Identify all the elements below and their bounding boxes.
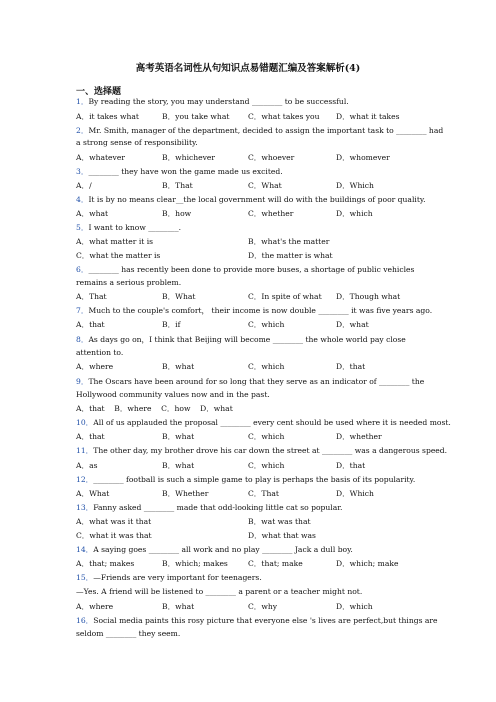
question-text: A saying goes ________ all work and no play ________ Jack a dull boy.: [93, 545, 353, 554]
question-number: 14．: [76, 545, 94, 554]
question-text: Much to the couple's comfort， their income is now double ________ it was five years ago.: [88, 306, 433, 315]
question-10: [76, 418, 451, 428]
option-a: A．that: [76, 432, 105, 441]
option-b: B．what: [162, 461, 195, 470]
option-a: A．what: [76, 209, 109, 218]
option-a: A．that: [76, 320, 105, 329]
question-8: [76, 335, 406, 345]
option-c: C．whether: [248, 209, 294, 218]
question-14: [76, 545, 353, 555]
option-a: A．it takes what: [76, 112, 139, 121]
option-c: C．In spite of what: [248, 292, 322, 301]
option-c: C．which: [248, 320, 285, 329]
question-number: 16．: [76, 616, 94, 625]
question-text-cont: a strong sense of responsibility.: [76, 138, 198, 147]
option-b: B．what's the matter: [248, 237, 330, 246]
question-number: 5．: [76, 223, 89, 232]
option-a: A．as: [76, 461, 98, 470]
question-3: [76, 167, 283, 177]
question-number: 15．: [76, 573, 94, 582]
option-a: A．That: [76, 292, 107, 301]
option-b: B．what: [162, 362, 195, 371]
option-d: D．that: [336, 461, 366, 470]
option-a: A．where: [76, 362, 114, 371]
section-heading: 一、选择题: [76, 87, 122, 97]
question-text: Mr. Smith, manager of the department, decided to assign the important task to ________ had: [88, 126, 444, 135]
question-text: It is by no means clear__the local government will do with the buildings of poor quality.: [88, 195, 426, 204]
options-inline: A．that B．where C．how D．what: [76, 404, 233, 413]
question-text: ________ they have won the game made us excited.: [88, 167, 283, 176]
option-a: A．/: [76, 181, 92, 190]
option-c: C．that; make: [248, 559, 303, 568]
option-b: B．what: [162, 602, 195, 611]
question-text: All of us applauded the proposal ________ every cent should be used where it is needed most.: [93, 418, 451, 427]
option-a: A．What: [76, 489, 110, 498]
question-number: 12．: [76, 475, 94, 484]
question-number: 3．: [76, 167, 89, 176]
question-number: 2．: [76, 126, 89, 135]
option-b: B．what: [162, 432, 195, 441]
question-11: [76, 446, 447, 456]
option-c: C．why: [248, 602, 278, 611]
option-b: B．how: [162, 209, 192, 218]
option-d: D．which; make: [336, 559, 399, 568]
option-a: A．that; makes: [76, 559, 135, 568]
option-a: A．what was it that: [76, 517, 152, 526]
question-text: The Oscars have been around for so long that they serve as an indicator of ________ the: [88, 377, 425, 386]
question-text-cont: Hollywood community values now and in the past.: [76, 390, 270, 399]
question-text: The other day, my brother drove his car down the street at ________ was a dangerous speed.: [93, 446, 448, 455]
question-number: 13．: [76, 503, 94, 512]
question-6: [76, 265, 414, 275]
option-d: D．which: [336, 209, 373, 218]
option-c: C．What: [248, 181, 282, 190]
option-c: C．which: [248, 362, 285, 371]
question-text: Social media paints this rosy picture that everyone else 's lives are perfect,but things are: [93, 616, 438, 625]
question-number: 6．: [76, 265, 89, 274]
option-b: B．Whether: [162, 489, 209, 498]
option-d: D．whomever: [336, 153, 390, 162]
question-text-cont: attention to.: [76, 348, 124, 357]
question-text: Fanny asked ________ made that odd-looking little cat so popular.: [93, 503, 343, 512]
question-15: [76, 573, 262, 583]
question-text: I want to know ________.: [88, 223, 182, 232]
option-b: B．That: [162, 181, 193, 190]
option-a: A．where: [76, 602, 114, 611]
option-b: B．whichever: [162, 153, 216, 162]
option-a: A．what matter it is: [76, 237, 154, 246]
option-d: D．whether: [336, 432, 382, 441]
option-b: B．What: [162, 292, 196, 301]
question-text-cont: remains a serious problem.: [76, 278, 182, 287]
question-text: ________ has recently been done to provide more buses, a shortage of public vehicles: [88, 265, 415, 274]
option-b: B．which; makes: [162, 559, 228, 568]
option-d: D．that: [336, 362, 366, 371]
option-b: B．you take what: [162, 112, 230, 121]
question-number: 1．: [76, 97, 89, 106]
question-16: [76, 616, 438, 626]
option-c: C．what the matter is: [76, 251, 161, 260]
option-a: A．whatever: [76, 153, 125, 162]
option-d: D．the matter is what: [248, 251, 333, 260]
option-d: D．what that was: [248, 531, 316, 540]
question-number: 9．: [76, 377, 89, 386]
option-d: D．Though what: [336, 292, 401, 301]
question-text: ________ football is such a simple game to play is perhaps the basis of its popularity.: [93, 475, 416, 484]
option-c: C．what it was that: [76, 531, 152, 540]
question-13: [76, 503, 342, 513]
option-d: D．what: [336, 320, 369, 329]
option-d: D．Which: [336, 489, 374, 498]
option-c: C．what takes you: [248, 112, 320, 121]
question-2: [76, 126, 443, 136]
option-c: C．whoever: [248, 153, 295, 162]
question-number: 8．: [76, 335, 89, 344]
question-5: [76, 223, 181, 233]
question-text-cont: —Yes. A friend will be listened to ________ a parent or a teacher might not.: [76, 587, 363, 596]
question-4: [76, 195, 426, 205]
option-d: D．which: [336, 602, 373, 611]
option-c: C．which: [248, 461, 285, 470]
option-b: B．if: [162, 320, 181, 329]
question-text: As days go on，I think that Beijing will become ________ the whole world pay close: [88, 335, 406, 344]
question-1: [76, 97, 349, 107]
question-text: —Friends are very important for teenagers.: [93, 573, 262, 582]
option-c: C．which: [248, 432, 285, 441]
option-c: C．That: [248, 489, 279, 498]
option-d: D．Which: [336, 181, 374, 190]
question-text: By reading the story, you may understand ________ to be successful.: [88, 97, 349, 106]
question-7: [76, 306, 432, 316]
question-number: 11．: [76, 446, 94, 455]
option-b: B．wat was that: [248, 517, 311, 526]
question-12: [76, 475, 415, 485]
question-number: 4．: [76, 195, 89, 204]
question-9: [76, 377, 424, 387]
page-title: 高考英语名词性从句知识点易错题汇编及答案解析(4): [135, 63, 361, 74]
question-text-cont: seldom ________ they seem.: [76, 629, 181, 638]
question-number: 10．: [76, 418, 94, 427]
option-d: D．what it takes: [336, 112, 400, 121]
question-number: 7．: [76, 306, 89, 315]
